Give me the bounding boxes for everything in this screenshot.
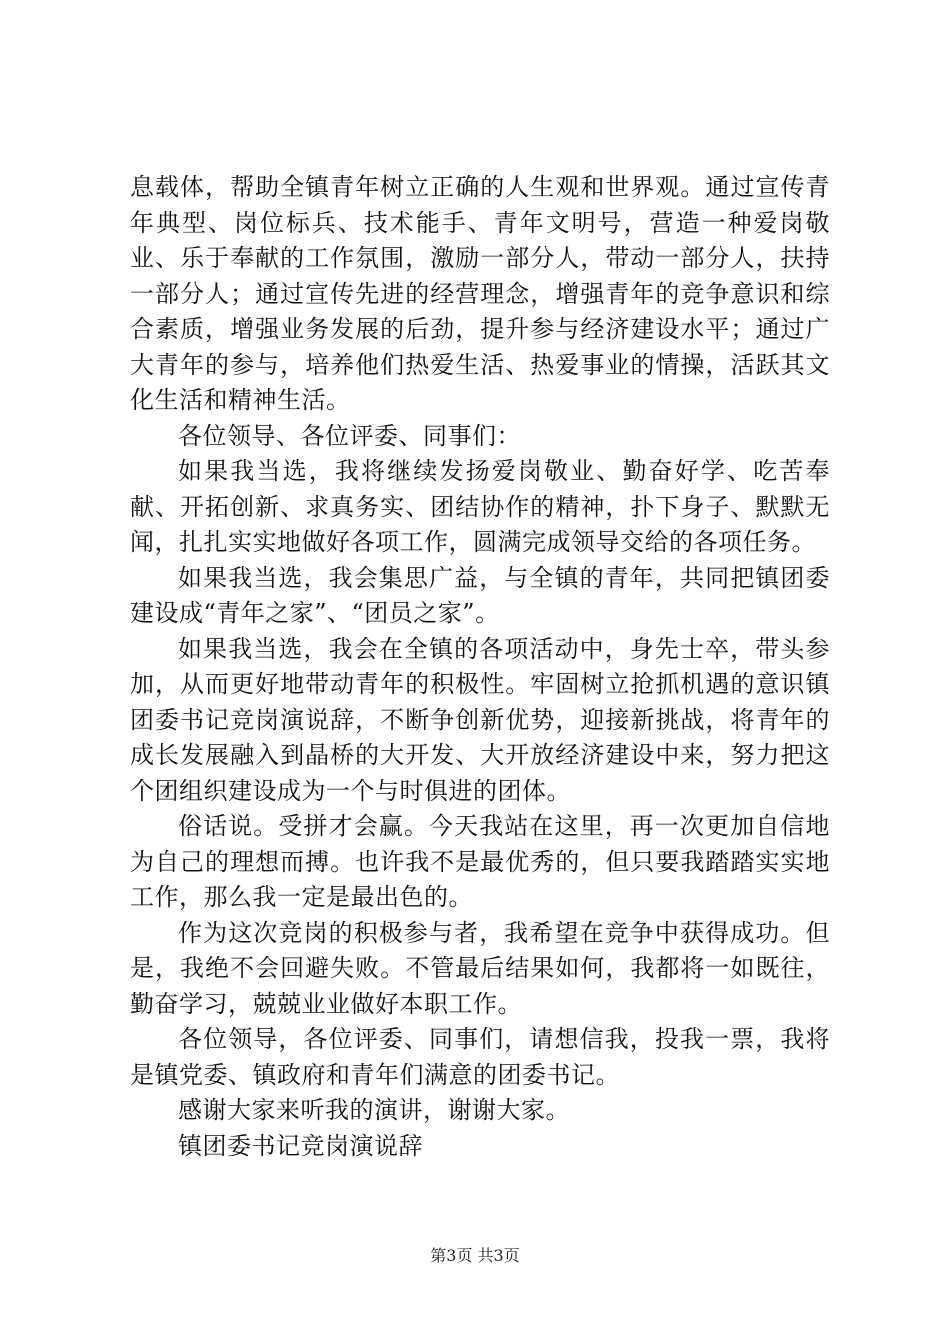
page-footer: 第3页 共3页 (430, 1246, 520, 1265)
paragraph-closing-title: 镇团委书记竞岗演说辞 (178, 1131, 423, 1160)
document-body (130, 170, 830, 1164)
paragraph-participation: 作为这次竞岗的积极参与者，我希望在竞争中获得成功。但是，我绝不会回避失败。不管最后结果如何，我都将一如既往，勤奋学习，兢兢业业做好本职工作。 (130, 918, 830, 1018)
paragraph-pledge-1: 如果我当选，我将继续发扬爱岗敬业、勤奋好学、吃苦奉献、开拓创新、求真务实、团结协作的精神，扑下身子、默默无闻，扎扎实实地做好各项工作，圆满完成领导交给的各项任务。 (130, 457, 830, 556)
paragraph-pledge-3: 如果我当选，我会在全镇的各项活动中，身先士卒，带头参加，从而更好地带动青年的积极性。牢固树立抢抓机遇的意识镇团委书记竞岗演说辞，不断争创新优势，迎接新挑战，将青年的成长发展融入到晶桥的大开发、大开放经济建设中来，努力把这个团组织建设成为一个与时俱进的团体。 (130, 634, 830, 805)
paragraph-salutation: 各位领导、各位评委、同事们： (178, 421, 521, 450)
paragraph-pledge-2: 如果我当选，我会集思广益，与全镇的青年，共同把镇团委建设成“青年之家”、“团员之家”。 (130, 563, 830, 627)
paragraph-saying: 俗话说。受拼才会赢。今天我站在这里，再一次更加自信地为自己的理想而搏。也许我不是最优秀的，但只要我踏踏实实地工作，那么我一定是最出色的。 (130, 812, 830, 911)
paragraph-thanks: 感谢大家来听我的演讲，谢谢大家。 (178, 1096, 570, 1124)
paragraph-continuation: 息载体，帮助全镇青年树立正确的人生观和世界观。通过宣传青年典型、岗位标兵、技术能手、青年文明号，营造一种爱岗敬业、乐于奉献的工作氛围，激励一部分人，带动一部分人，扶持一部分人；通过宣传先进的经营理念，增强青年的竞争意识和综合素质，增强业务发展的后劲，提升参与经济建设水平；通过广大青年的参与，培养他们热爱生活、热爱事业的情操，活跃其文化生活和精神生活。 (130, 173, 830, 414)
paragraph-appeal: 各位领导，各位评委、同事们，请想信我，投我一票，我将是镇党委、镇政府和青年们满意的团委书记。 (130, 1025, 830, 1089)
